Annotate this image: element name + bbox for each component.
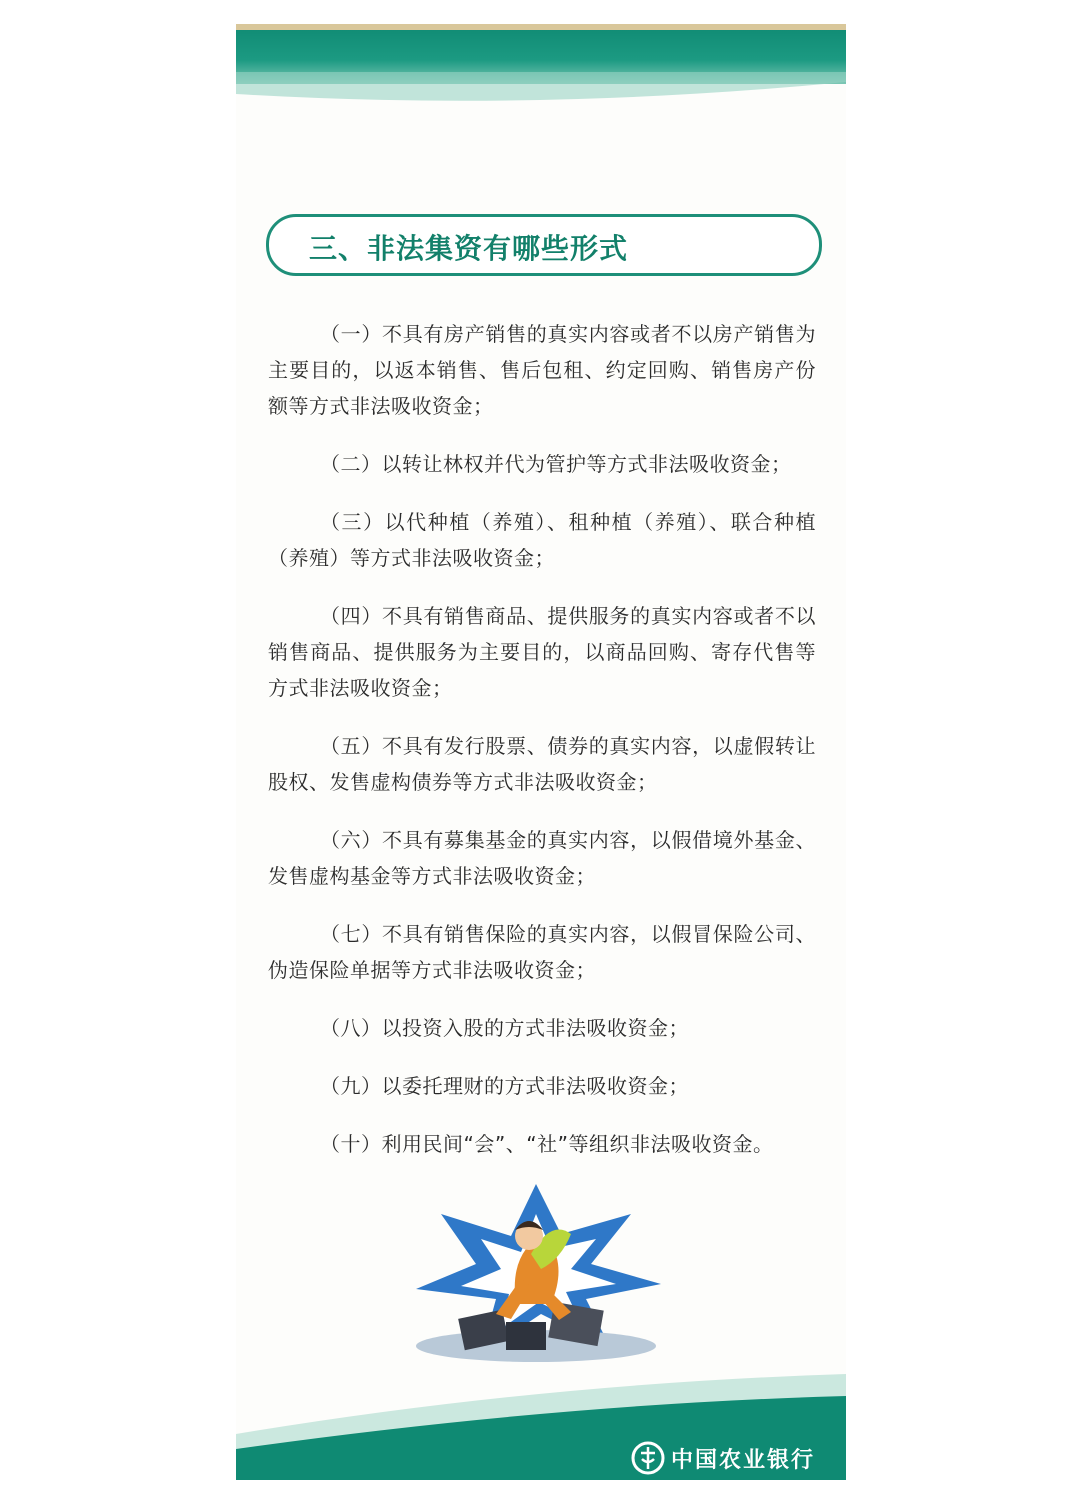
bank-name: 中国农业银行 [671, 1446, 816, 1473]
list-item-1: （一）不具有房产销售的真实内容或者不以房产销售为主要目的，以返本销售、售后包租、约定回购、销售房产份额等方式非法吸收资金； [268, 322, 816, 418]
list-item-8: （八）以投资入股的方式非法吸收资金； [320, 1016, 689, 1040]
distressed-investor-illustration [401, 1174, 671, 1364]
illegal-fundraising-forms-list [268, 316, 816, 1184]
list-item-6: （六）不具有募集基金的真实内容，以假借境外基金、发售虚构基金等方式非法吸收资金； [268, 828, 816, 888]
list-item-2: （二）以转让林权并代为管护等方式非法吸收资金； [320, 452, 792, 476]
list-item-10: （十）利用民间“会”、“社”等组织非法吸收资金。 [320, 1132, 774, 1156]
section-title-box [266, 214, 822, 276]
list-item-5: （五）不具有发行股票、债券的真实内容，以虚假转让股权、发售虚构债券等方式非法吸收资金； [268, 734, 816, 794]
section-title: 三、非法集资有哪些形式 [309, 232, 629, 265]
list-item-7: （七）不具有销售保险的真实内容，以假冒保险公司、伪造保险单据等方式非法吸收资金； [268, 922, 816, 982]
list-item-4: （四）不具有销售商品、提供服务的真实内容或者不以销售商品、提供服务为主要目的，以商品回购、寄存代售等方式非法吸收资金； [268, 604, 816, 700]
bank-logo-group [631, 1438, 815, 1478]
top-swoosh-decoration [236, 72, 846, 112]
list-item-3: （三）以代种植（养殖）、租种植（养殖）、联合种植（养殖）等方式非法吸收资金； [268, 510, 816, 570]
list-item-9: （九）以委托理财的方式非法吸收资金； [320, 1074, 689, 1098]
brochure-page [236, 24, 846, 1480]
abc-bank-logo-icon [631, 1441, 665, 1475]
